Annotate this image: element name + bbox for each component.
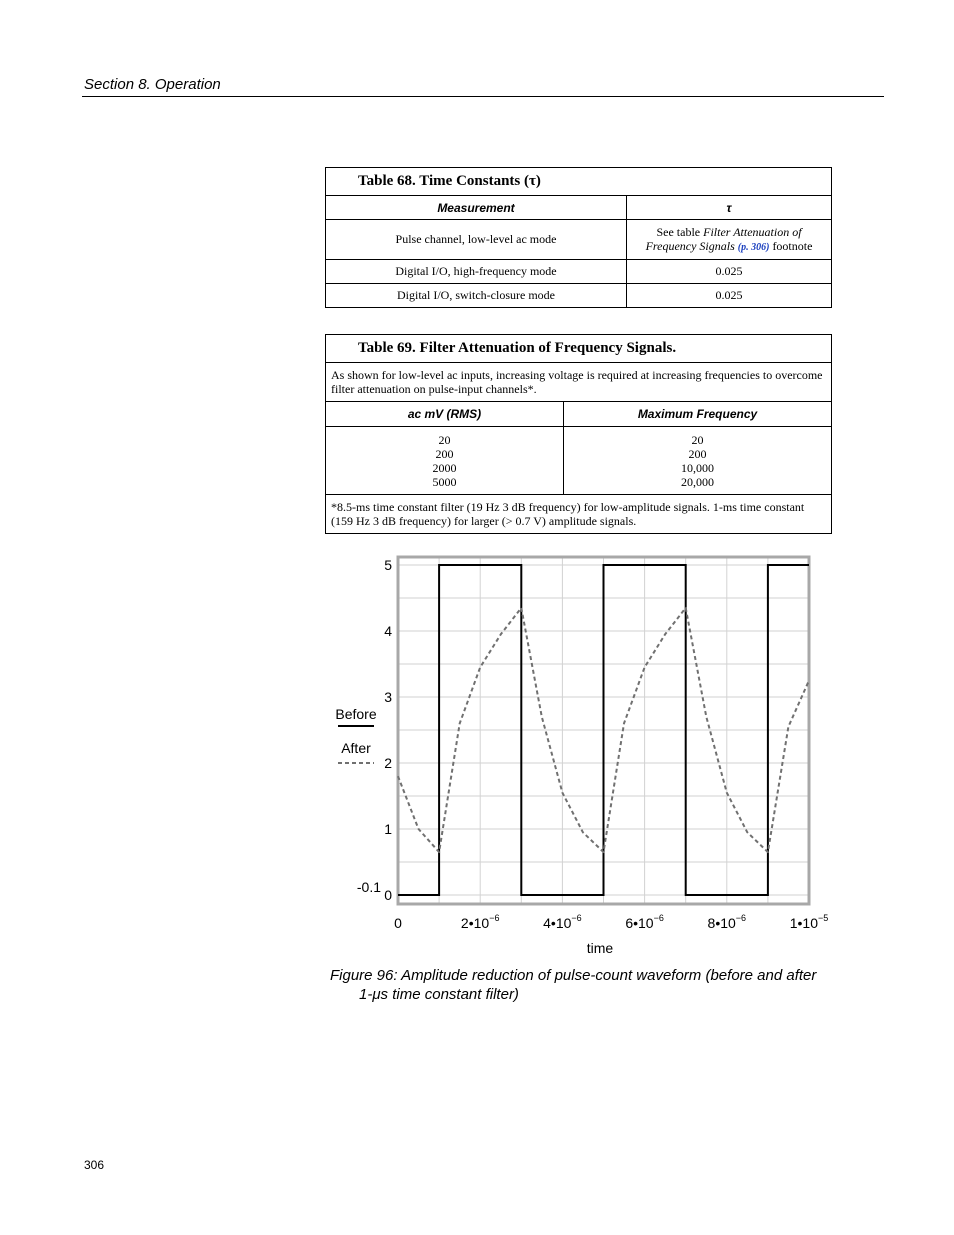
y-tick-label: 4 [384, 623, 392, 639]
measurement-cell: Digital I/O, switch-closure mode [326, 284, 627, 308]
mv-value: 2000 [432, 460, 457, 475]
y-tick-label: 3 [384, 689, 392, 705]
table-row [326, 260, 832, 284]
table-69-footnote: *8.5-ms time constant filter (19 Hz 3 dB frequency) for low-amplitude signals. 1-ms time constant (159 Hz 3 dB frequency) for larger (> 0.7 V) amplitude signals. [326, 495, 832, 534]
figure-caption [330, 966, 850, 1004]
table-row [326, 284, 832, 308]
figure-caption-line-1: Figure 96: Amplitude reduction of pulse-count waveform (before and after [330, 967, 817, 984]
x-tick-label: $2•10^{-6}$ [460, 913, 500, 931]
x-tick-label: $1•10^{-5}$ [789, 913, 829, 931]
tau-cell: 0.025 [627, 284, 832, 308]
col-header-max-frequency: Maximum Frequency [564, 402, 832, 427]
legend-label-before: Before [335, 706, 377, 722]
section-header: Section 8. Operation [84, 76, 221, 93]
legend-label-after: After [341, 740, 371, 756]
tau-text: See table [656, 224, 704, 239]
table-row [326, 427, 832, 495]
page-number: 306 [84, 1158, 105, 1172]
col-header-measurement: Measurement [326, 196, 627, 220]
y-tick-label: 5 [384, 557, 392, 573]
freq-value: 200 [688, 446, 707, 461]
col-header-ac-mv: ac mV (RMS) [326, 402, 564, 427]
table-69-intro: As shown for low-level ac inputs, increasing voltage is required at increasing frequencies to overcome filter attenuation on pulse-input channels*. [326, 363, 832, 402]
x-axis-label: time [586, 940, 614, 956]
page-link[interactable]: (p. 306) [737, 241, 770, 253]
y-tick-label: 0 [384, 887, 392, 903]
tau-cell: 0.025 [627, 260, 832, 284]
x-tick-label: $6•10^{-6}$ [625, 913, 664, 931]
x-tick-label: $4•10^{-6}$ [543, 913, 582, 931]
frequency-values [564, 427, 832, 495]
header-rule [82, 96, 884, 97]
y-tick-label: 1 [384, 821, 392, 837]
table-68 [325, 167, 832, 308]
table-69 [325, 334, 832, 534]
col-header-tau: τ [627, 196, 832, 220]
mv-value: 200 [435, 446, 454, 461]
measurement-cell: Digital I/O, high-frequency mode [326, 260, 627, 284]
mv-value: 20 [438, 432, 451, 447]
measurement-cell: Pulse channel, low-level ac mode [326, 220, 627, 260]
mv-value: 5000 [432, 474, 457, 489]
table-68-caption: Table 68. Time Constants (τ) [326, 168, 832, 196]
waveform-chart [326, 548, 838, 960]
table-69-caption: Table 69. Filter Attenuation of Frequency Signals. [326, 335, 832, 363]
freq-value: 20 [691, 432, 704, 447]
freq-value: 10,000 [681, 460, 714, 475]
y-tick-label: 2 [384, 755, 392, 771]
table-row [326, 220, 832, 260]
tau-text-suffix: footnote [769, 238, 813, 253]
y-tick-label-extra: -0.1 [356, 879, 381, 895]
tau-table-ref: Filter Attenuation of Frequency Signals [645, 224, 802, 253]
figure-caption-line-2: 1-μs time constant filter) [359, 986, 519, 1003]
tau-cell [627, 220, 832, 260]
x-tick-label: $8•10^{-6}$ [707, 913, 747, 931]
freq-value: 20,000 [681, 474, 714, 489]
ac-mv-values [326, 427, 564, 495]
x-tick-label: 0 [394, 915, 402, 931]
